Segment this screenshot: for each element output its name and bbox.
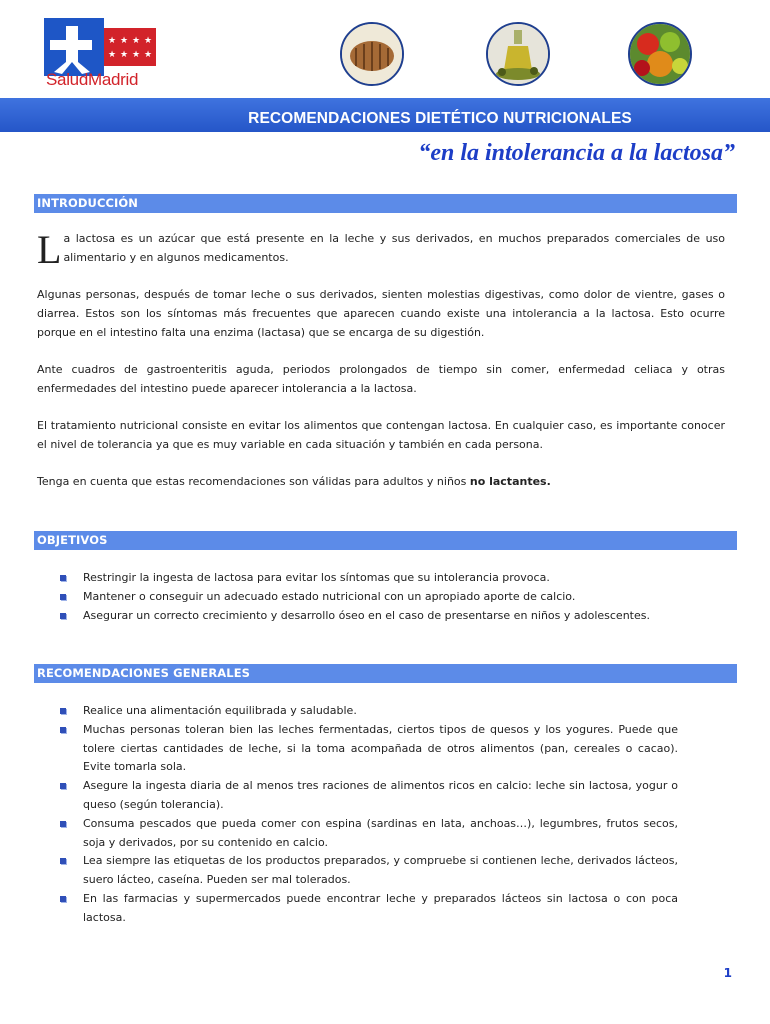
madrid-logo-icon — [44, 18, 162, 76]
svg-text:★: ★ — [132, 36, 141, 46]
bullet-icon — [60, 575, 66, 581]
section-recomendaciones-header — [34, 664, 737, 683]
intro-paragraph-4: El tratamiento nutricional consiste en evitar los alimentos que contengan lactosa. En cualquier caso, es importante conocer el nivel de tolerancia ya que es muy variable en cada situación y también en cada persona. — [37, 419, 725, 451]
list-item — [58, 607, 678, 626]
svg-text:★: ★ — [120, 50, 129, 60]
list-item — [58, 702, 678, 721]
intro-paragraph-2: Algunas personas, después de tomar leche o sus derivados, sienten molestias digestivas, como dolor de vientre, gases o diarrea. Estos son los síntomas más frecuentes que aparecen cuando existe una intolerancia a la lactosa. Esto ocurre porque en el intestino falta una enzima (lactasa) que se encarga de su digestión. — [37, 288, 725, 339]
objetivo-text: Asegurar un correcto crecimiento y desarrollo óseo en el caso de presentarse en niños y adolescentes. — [83, 608, 650, 622]
logo-text: SaludMadrid — [46, 70, 139, 89]
intro-paragraph-5 — [37, 473, 725, 492]
svg-text:★: ★ — [144, 50, 153, 60]
svg-text:★: ★ — [108, 36, 117, 46]
intro-text-1: a lactosa es un azúcar que está presente en la leche y sus derivados, en muchos preparados comerciales de uso alimentario y en algunos medicamentos. — [63, 232, 725, 264]
section-objetivos-header — [34, 531, 737, 550]
bullet-icon — [60, 821, 66, 827]
bullet-icon — [60, 594, 66, 600]
list-item — [58, 852, 678, 890]
list-item — [58, 890, 678, 928]
objetivo-text: Mantener o conseguir un adecuado estado nutricional con un apropiado aporte de calcio. — [83, 589, 576, 603]
section-objetivos-title: OBJETIVOS — [37, 533, 108, 547]
svg-text:★: ★ — [108, 50, 117, 60]
recomendacion-text: Muchas personas toleran bien las leches fermentadas, ciertos tipos de quesos y los yogures. Puede que tolere ciertas cantidades de leche, si la toma acompañada de otros alimentos (pan, cereales o cacao). Evite tomarla sola. — [83, 722, 678, 774]
intro-paragraph-1 — [37, 227, 725, 272]
recomendacion-text: En las farmacias y supermercados puede encontrar leche y preparados lácteos sin lactosa o con poca lactosa. — [83, 891, 678, 924]
list-item — [58, 569, 678, 588]
svg-text:★: ★ — [132, 50, 141, 60]
bullet-icon — [60, 858, 66, 864]
section-recomendaciones-title: RECOMENDACIONES GENERALES — [37, 666, 251, 680]
intro-text-5: Tenga en cuenta que estas recomendaciones son válidas para adultos y niños — [37, 475, 470, 488]
recomendacion-text: Asegure la ingesta diaria de al menos tres raciones de alimentos ricos en calcio: leche sin lactosa, yogur o queso (según tolerancia). — [83, 779, 678, 811]
objetivo-text: Restringir la ingesta de lactosa para evitar los síntomas que su intolerancia provoca. — [83, 571, 550, 584]
recomendacion-text: Consuma pescados que pueda comer con espina (sardinas en lata, anchoas…), legumbres, frutos secos, soja y derivados, por su contenido en calcio. — [83, 816, 678, 849]
recomendacion-text: Lea siempre las etiquetas de los productos preparados, y compruebe si contienen leche, derivados lácteos, suero lácteo, caseína. Pueden ser mal tolerados. — [83, 854, 678, 887]
bullet-icon — [60, 896, 66, 902]
page-title: RECOMENDACIONES DIETÉTICO NUTRICIONALES — [248, 110, 632, 127]
list-item — [58, 721, 678, 777]
svg-text:★: ★ — [120, 36, 129, 46]
intro-text-5-bold: no lactantes. — [469, 475, 551, 488]
list-item — [58, 815, 678, 853]
fruits-icon — [628, 22, 692, 86]
bullet-icon — [60, 783, 66, 789]
page-subtitle: “en la intolerancia a la lactosa” — [418, 140, 735, 166]
svg-text:★: ★ — [144, 36, 153, 46]
bullet-icon — [60, 727, 66, 733]
section-intro-title: INTRODUCCIÓN — [37, 196, 139, 210]
recomendacion-text: Realice una alimentación equilibrada y saludable. — [83, 704, 357, 717]
section-intro-header — [34, 194, 737, 213]
list-item — [58, 777, 678, 815]
olive-oil-icon — [486, 22, 550, 86]
drop-cap: L — [37, 227, 62, 272]
bullet-icon — [60, 708, 66, 714]
recomendaciones-list — [58, 702, 678, 928]
page-number: 1 — [723, 966, 732, 980]
intro-paragraph-3: Ante cuadros de gastroenteritis aguda, periodos prolongados de tiempo sin comer, enfermedad celiaca y otras enfermedades del intestino puede aparecer intolerancia a la lactosa. — [37, 363, 725, 395]
bread-icon — [340, 22, 404, 86]
bullet-icon — [60, 613, 66, 619]
list-item — [58, 588, 678, 607]
objetivos-list — [58, 569, 678, 625]
